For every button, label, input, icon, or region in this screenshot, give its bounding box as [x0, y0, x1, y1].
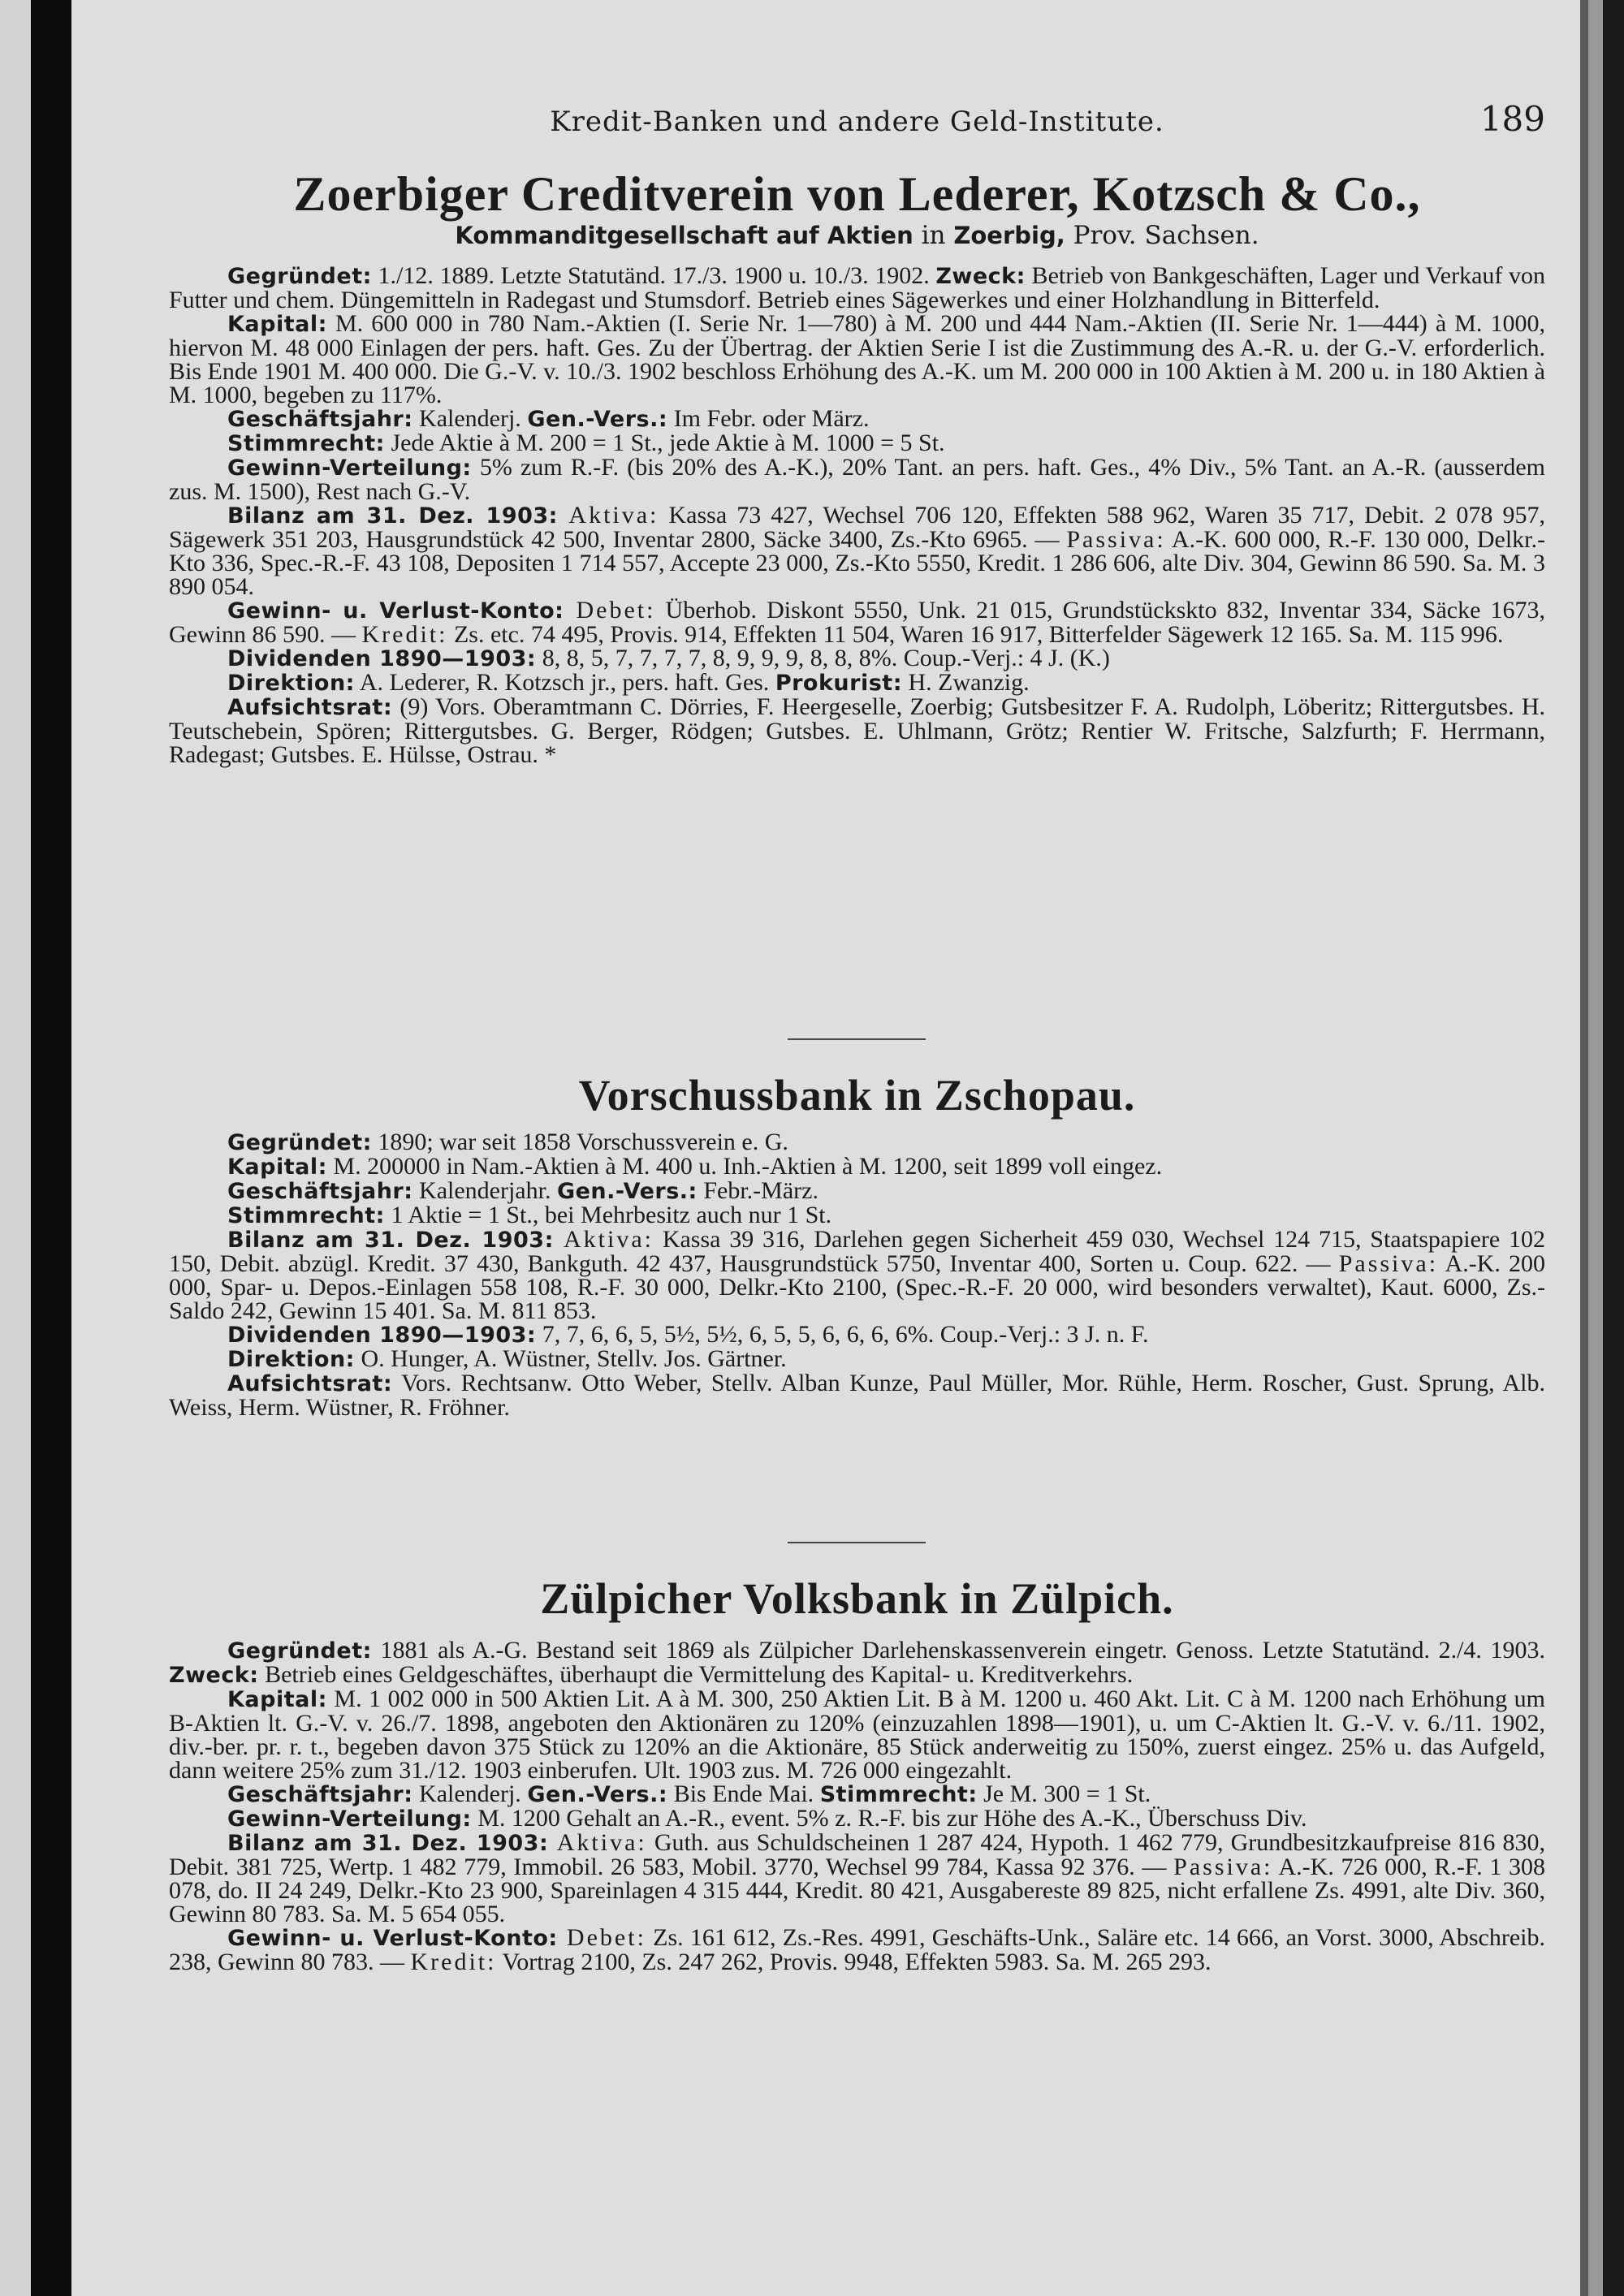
field-label: Gegründet: — [227, 264, 372, 289]
entry-paragraph — [169, 312, 1545, 407]
field-label: Geschäftsjahr: — [227, 1179, 413, 1204]
field-value: 5% zum R.-F. (bis 20% des A.-K.), 20% Tant. an pers. haft. Ges., 4% Div., 5% Tant. an A.-R. (ausserdem zus. M. 1500), Rest nach G.-V. — [169, 454, 1545, 505]
entry-body — [169, 1638, 1545, 1974]
field-value: Kassa 73 427, Wechsel 706 120, Effekten 588 962, Waren 35 717, Debit. 2 078 957, Sägewerk 351 203, Hausgrundstück 42 500, Inventar 2800, Säcke 3400, Zs.-Kto 6965. — — [169, 502, 1545, 553]
entry-body — [169, 264, 1545, 766]
field-label: Zweck: — [169, 1663, 259, 1688]
field-label: Stimmrecht: — [819, 1782, 978, 1807]
field-value: 1890; war seit 1858 Vorschussverein e. G. — [371, 1129, 788, 1155]
entry-paragraph — [169, 598, 1545, 646]
page-stack-edge — [1588, 0, 1603, 2296]
field-label: Gen.-Vers.: — [527, 407, 668, 432]
field-value: 1./12. 1889. Letzte Statutänd. 17./3. 1900 u. 10./3. 1902. — [371, 262, 936, 289]
account-side-label: Aktiva: — [553, 1226, 654, 1253]
field-value: M. 1 002 000 in 500 Aktien Lit. A à M. 300, 250 Aktien Lit. B à M. 1200 u. 460 Akt. Lit. C à M. 1200 nach Erhöhung um B-Aktien lt. G.-V. v. 26./7. 1898, angeboten den Aktionären zu 120% (einzuzahlen 1898—1901), u. um C-Aktien lt. G.-V. v. 6./11. 1902, div.-ber. pr. r. t., begeben davon 375 Stück zu 120% an die Aktionäre, 85 Stück anderweitig zu 150%, zuerst eingez. 25% u. das Aufgeld, dann weitere 25% zum 31./12. 1903 einberufen. Ult. 1903 zus. M. 726 000 eingezahlt. — [169, 1685, 1545, 1784]
province: Prov. Sachsen. — [1065, 221, 1259, 250]
field-label: Aufsichtsrat: — [227, 695, 393, 720]
field-value: Zs. etc. 74 495, Provis. 914, Effekten 11 504, Waren 16 917, Bitterfelder Sägewerk 12 165. Sa. M. 115 996. — [447, 621, 1504, 648]
field-value: A.-K. 200 000, Spar- u. Depos.-Einlagen 558 108, R.-F. 30 000, Delkr.-Kto 2100, (Spec.-R.-F. 20 000, wird besonders verwaltet), Kaut. 6000, Zs.-Saldo 242, Gewinn 15 401. Sa. M. 811 853. — [169, 1250, 1545, 1324]
entry-title: Vorschussbank in Zschopau. — [578, 1071, 1136, 1120]
field-value: 1881 als A.-G. Bestand seit 1869 als Zülpicher Darlehenskassenverein eingetr. Genoss. Letzte Statutänd. 2./4. 1903. — [371, 1637, 1545, 1664]
field-value: (9) Vors. Oberamtmann C. Dörries, F. Heergeselle, Zoerbig; Gutsbesitzer F. A. Rudolph, Löberitz; Rittergutsbes. H. Teutschebein, Spören; Rittergutsbes. G. Berger, Rödgen; Gutsbes. E. Uhlmann, Grötz; Rentier W. Fritsche, Salzfurth; F. Herrmann, Radegast; Gutsbes. E. Hülsse, Ostrau. * — [169, 693, 1545, 768]
field-label: Bilanz am 31. Dez. 1903: — [227, 503, 558, 529]
field-value: Je M. 300 = 1 St. — [977, 1780, 1151, 1807]
field-value: Jede Aktie à M. 200 = 1 St., jede Aktie à M. 1000 = 5 St. — [384, 429, 945, 456]
entry-paragraph — [169, 695, 1545, 766]
field-value: Zs. 161 612, Zs.-Res. 4991, Geschäfts-Unk., Saläre etc. 14 666, an Vorst. 3000, Abschreib. 238, Gewinn 80 783. — — [169, 1924, 1545, 1975]
entry-paragraph — [169, 646, 1545, 671]
field-value: A.-K. 726 000, R.-F. 1 308 078, do. II 24 249, Delkr.-Kto 23 900, Spareinlagen 4 315 444, Kredit. 80 421, Ausgabereste 89 825, nicht erfallene Zs. 4991, alte Div. 360, Gewinn 80 783. Sa. M. 5 654 055. — [169, 1854, 1546, 1927]
entry-paragraph — [169, 1687, 1545, 1782]
entry-paragraph — [169, 1154, 1545, 1179]
field-label: Kapital: — [227, 1687, 327, 1712]
account-side-label: Debet: — [557, 1924, 646, 1951]
field-label: Geschäftsjahr: — [227, 407, 413, 432]
field-value: Im Febr. oder März. — [667, 405, 870, 432]
entry-paragraph — [169, 1228, 1545, 1323]
field-label: Dividenden 1890—1903: — [227, 646, 537, 671]
entry-paragraph — [169, 1806, 1545, 1831]
running-title: Kredit-Banken und andere Geld-Institute. — [550, 106, 1164, 138]
field-label: Direktion: — [227, 1347, 355, 1372]
account-side-label: Passiva: — [1066, 526, 1166, 553]
entry-paragraph — [169, 1130, 1545, 1154]
entry-paragraph — [169, 1926, 1545, 1974]
field-value: Kalenderjahr. — [412, 1177, 557, 1204]
entry-paragraph — [169, 264, 1545, 312]
field-label: Gewinn-Verteilung: — [227, 1806, 472, 1832]
field-label: Aufsichtsrat: — [227, 1371, 393, 1396]
field-value: Bis Ende Mai. — [667, 1780, 820, 1807]
entry-body — [169, 1130, 1545, 1419]
entry-paragraph — [169, 1323, 1545, 1347]
field-label: Stimmrecht: — [227, 431, 385, 456]
entry-title: Zoerbiger Creditverein von Lederer, Kotzsch & Co., — [293, 167, 1421, 221]
page-number: 189 — [1479, 99, 1545, 139]
entry-paragraph — [169, 1831, 1545, 1926]
entry-title: Zülpicher Volksbank in Zülpich. — [540, 1574, 1174, 1623]
field-value: 1 Aktie = 1 St., bei Mehrbesitz auch nur 1 St. — [384, 1202, 832, 1228]
field-value: Betrieb eines Geldgeschäftes, überhaupt die Vermittelung des Kapital- u. Kreditverkehrs. — [258, 1661, 1134, 1688]
entry-paragraph — [169, 503, 1545, 598]
field-value: A.-K. 600 000, R.-F. 130 000, Delkr.-Kto 336, Spec.-R.-F. 43 108, Depositen 1 714 557, Accepte 23 000, Zs.-Kto 5550, Kredit. 1 286 606, alte Div. 304, Gewinn 86 590. Sa. M. 3 890 054. — [169, 526, 1545, 600]
subtitle-connector: in — [913, 221, 954, 250]
field-label: Geschäftsjahr: — [227, 1782, 413, 1807]
scan-right-border — [1603, 0, 1624, 2296]
entry-paragraph — [169, 407, 1545, 431]
field-value: H. Zwanzig. — [902, 669, 1030, 696]
field-label: Gewinn-Verteilung: — [227, 455, 472, 481]
section-divider — [788, 1542, 926, 1543]
field-value: M. 1200 Gehalt an A.-R., event. 5% z. R.-F. bis zur Höhe des A.-K., Überschuss Div. — [471, 1805, 1307, 1832]
entry-subtitle — [169, 221, 1545, 250]
field-value: Febr.-März. — [697, 1177, 818, 1204]
field-label: Stimmrecht: — [227, 1203, 385, 1228]
field-label: Kapital: — [227, 312, 327, 337]
entry-paragraph — [169, 1203, 1545, 1228]
field-value: Kalenderj. — [412, 1780, 528, 1807]
account-side-label: Kredit: — [361, 621, 448, 648]
field-label: Gen.-Vers.: — [556, 1179, 698, 1204]
field-label: Gegründet: — [227, 1638, 372, 1664]
entry-paragraph — [169, 1782, 1545, 1806]
field-label: Gegründet: — [227, 1130, 372, 1155]
account-side-label: Kredit: — [410, 1949, 497, 1975]
field-value: Überhob. Diskont 5550, Unk. 21 015, Grundstückskto 832, Inventar 334, Säcke 1673, Gewinn 86 590. — — [169, 597, 1546, 648]
page-edge-shadow — [1580, 0, 1588, 2296]
field-value: M. 200000 in Nam.-Aktien à M. 400 u. Inh.-Aktien à M. 1200, seit 1899 voll eingez. — [326, 1153, 1163, 1180]
account-side-label: Aktiva: — [548, 1829, 647, 1856]
entry-paragraph — [169, 1179, 1545, 1203]
field-value: Guth. aus Schuldscheinen 1 287 424, Hypoth. 1 462 779, Grundbesitzkaufpreise 816 830, Debit. 381 725, Wertp. 1 482 779, Immobil. 26 583, Mobil. 3770, Wechsel 99 784, Kassa 92 376. — — [169, 1829, 1545, 1880]
field-value: A. Lederer, R. Kotzsch jr., pers. haft. Ges. — [354, 669, 775, 696]
running-header — [169, 99, 1545, 148]
entry-paragraph — [169, 1371, 1545, 1419]
scan-left-margin — [0, 0, 31, 2296]
field-value: 8, 8, 5, 7, 7, 7, 7, 8, 9, 9, 9, 8, 8, 8%. Coup.-Verj.: 4 J. (K.) — [536, 645, 1110, 671]
field-label: Prokurist: — [775, 671, 902, 696]
account-side-label: Debet: — [564, 597, 656, 624]
entry-paragraph — [169, 455, 1545, 503]
account-side-label: Passiva: — [1338, 1250, 1439, 1277]
field-label: Kapital: — [227, 1154, 327, 1180]
field-label: Gen.-Vers.: — [527, 1782, 668, 1807]
field-label: Bilanz am 31. Dez. 1903: — [227, 1831, 549, 1856]
section-divider — [788, 1038, 926, 1040]
field-value: 7, 7, 6, 6, 5, 5½, 5½, 6, 5, 5, 6, 6, 6, 6%. Coup.-Verj.: 3 J. n. F. — [536, 1321, 1149, 1348]
field-label: Zweck: — [935, 264, 1026, 289]
field-label: Gewinn- u. Verlust-Konto: — [227, 598, 564, 624]
book-page — [71, 0, 1580, 2296]
entry-paragraph — [169, 431, 1545, 455]
place-name: Zoerbig, — [953, 222, 1065, 249]
account-side-label: Aktiva: — [557, 502, 659, 529]
field-value: Vors. Rechtsanw. Otto Weber, Stellv. Alban Kunze, Paul Müller, Mor. Rühle, Herm. Roscher, Gust. Sprung, Alb. Weiss, Herm. Wüstner, R. Fröhner. — [169, 1370, 1545, 1421]
field-label: Bilanz am 31. Dez. 1903: — [227, 1228, 554, 1253]
field-label: Gewinn- u. Verlust-Konto: — [227, 1926, 558, 1951]
field-value: Vortrag 2100, Zs. 247 262, Provis. 9948, Effekten 5983. Sa. M. 265 293. — [496, 1949, 1212, 1975]
field-label: Direktion: — [227, 671, 355, 696]
book-spine-shadow — [31, 0, 71, 2296]
field-label: Dividenden 1890—1903: — [227, 1323, 537, 1348]
field-value: Kalenderj. — [412, 405, 528, 432]
entry-paragraph — [169, 1638, 1545, 1687]
legal-form: Kommanditgesellschaft auf Aktien — [455, 222, 914, 249]
field-value: Kassa 39 316, Darlehen gegen Sicherheit 459 030, Wechsel 124 715, Staatspapiere 102 150, Debit. abzügl. Kredit. 37 430, Bankguth. 42 437, Hausgrundstück 5750, Inventar 400, Sorten u. Coup. 622. — — [169, 1226, 1545, 1277]
entry-paragraph — [169, 671, 1545, 695]
field-value: M. 600 000 in 780 Nam.-Aktien (I. Serie Nr. 1—780) à M. 200 und 444 Nam.-Aktien (II. Serie Nr. 1—444) à M. 1000, hiervon M. 48 000 Einlagen der pers. haft. Ges. Zu der Übertrag. der Aktien Serie I ist die Zustimmung des A.-R. u. der G.-V. erforderlich. Bis Ende 1901 M. 400 000. Die G.-V. v. 10./3. 1902 beschloss Erhöhung des A.-K. um M. 200 000 in 100 Aktien à M. 200 u. in 180 Aktien à M. 1000, begeben zu 117%. — [169, 310, 1545, 408]
account-side-label: Passiva: — [1173, 1854, 1273, 1880]
entry-paragraph — [169, 1347, 1545, 1371]
field-value: Betrieb von Bankgeschäften, Lager und Verkauf von Futter und chem. Düngemitteln in Radegast und Stumsdorf. Betrieb eines Sägewerkes und einer Holzhandlung in Bitterfeld. — [169, 262, 1545, 313]
field-value: O. Hunger, A. Wüstner, Stellv. Jos. Gärtner. — [354, 1345, 787, 1372]
